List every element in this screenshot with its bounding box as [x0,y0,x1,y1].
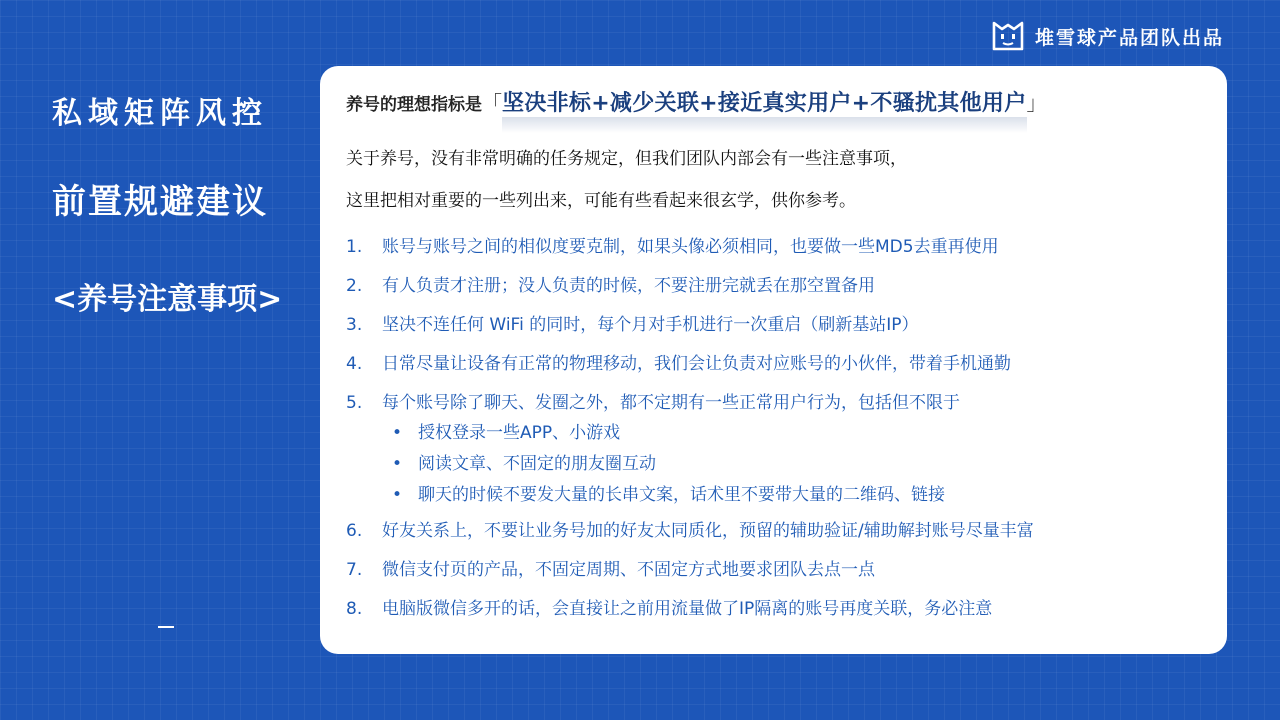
footer-mark [158,626,174,628]
headline [346,86,1047,117]
list-item [346,557,1216,583]
cat-face-icon [991,20,1025,52]
item-text: 日常尽量让设备有正常的物理移动，我们会让负责对应账号的小伙伴，带着手机通勤 [382,354,1011,374]
sub-list [382,418,1216,511]
item-number: 3. [346,315,363,335]
section-title: <养号注意事项> [52,282,283,317]
item-text: 坚决不连任何 WiFi 的同时，每个月对手机进行一次重启（刷新基站IP） [382,315,919,335]
sub-item-text: 聊天的时候不要发大量的长串文案，话术里不要带大量的二维码、链接 [418,485,945,505]
item-number: 2. [346,276,363,296]
content-card [320,66,1227,654]
item-number: 6. [346,521,363,541]
bracket-open: 「 [482,91,502,115]
list-item [346,234,1216,260]
item-number: 7. [346,560,363,580]
intro-line: 关于养号，没有非常明确的任务规定，但我们团队内部会有一些注意事项， [346,149,907,169]
item-text: 每个账号除了聊天、发圈之外，都不定期有一些正常用户行为，包括但不限于 [382,393,960,413]
item-text: 好友关系上，不要让业务号加的好友太同质化，预留的辅助验证/辅助解封账号尽量丰富 [382,521,1034,541]
notes-list [346,234,1216,635]
item-number: 8. [346,599,363,619]
item-number: 1. [346,237,363,257]
sub-list-item [392,418,1216,449]
list-item [346,390,1216,505]
brand [991,20,1224,52]
list-item [346,351,1216,377]
list-item [346,312,1216,338]
list-item [346,273,1216,299]
sub-item-text: 授权登录一些APP、小游戏 [418,423,621,443]
list-item [346,518,1216,544]
item-number: 5. [346,393,363,413]
item-text: 有人负责才注册；没人负责的时候，不要注册完就丢在那空置备用 [382,276,875,296]
page-title: 私域矩阵风控 [52,96,268,131]
item-number: 4. [346,354,363,374]
sub-list-item [392,480,1216,511]
item-text: 账号与账号之间的相似度要克制，如果头像必须相同，也要做一些MD5去重再使用 [382,237,999,257]
bullet-icon: • [392,485,403,505]
sub-list-item [392,449,1216,480]
page-subtitle: 前置规避建议 [52,182,268,222]
sub-item-text: 阅读文章、不固定的朋友圈互动 [418,454,656,474]
item-text: 微信支付页的产品，不固定周期、不固定方式地要求团队去点一点 [382,560,875,580]
intro-line: 这里把相对重要的一些列出来，可能有些看起来很玄学，供你参考。 [346,191,856,211]
bullet-icon: • [392,454,403,474]
headline-emphasis: 坚决非标+减少关联+接近真实用户+不骚扰其他用户 [502,86,1027,117]
bracket-close: 」 [1026,91,1047,115]
headline-prefix: 养号的理想指标是 [346,95,482,115]
item-text: 电脑版微信多开的话，会直接让之前用流量做了IP隔离的账号再度关联，务必注意 [382,599,993,619]
bullet-icon: • [392,423,403,443]
brand-text: 堆雪球产品团队出品 [1034,26,1224,49]
list-item [346,596,1216,622]
